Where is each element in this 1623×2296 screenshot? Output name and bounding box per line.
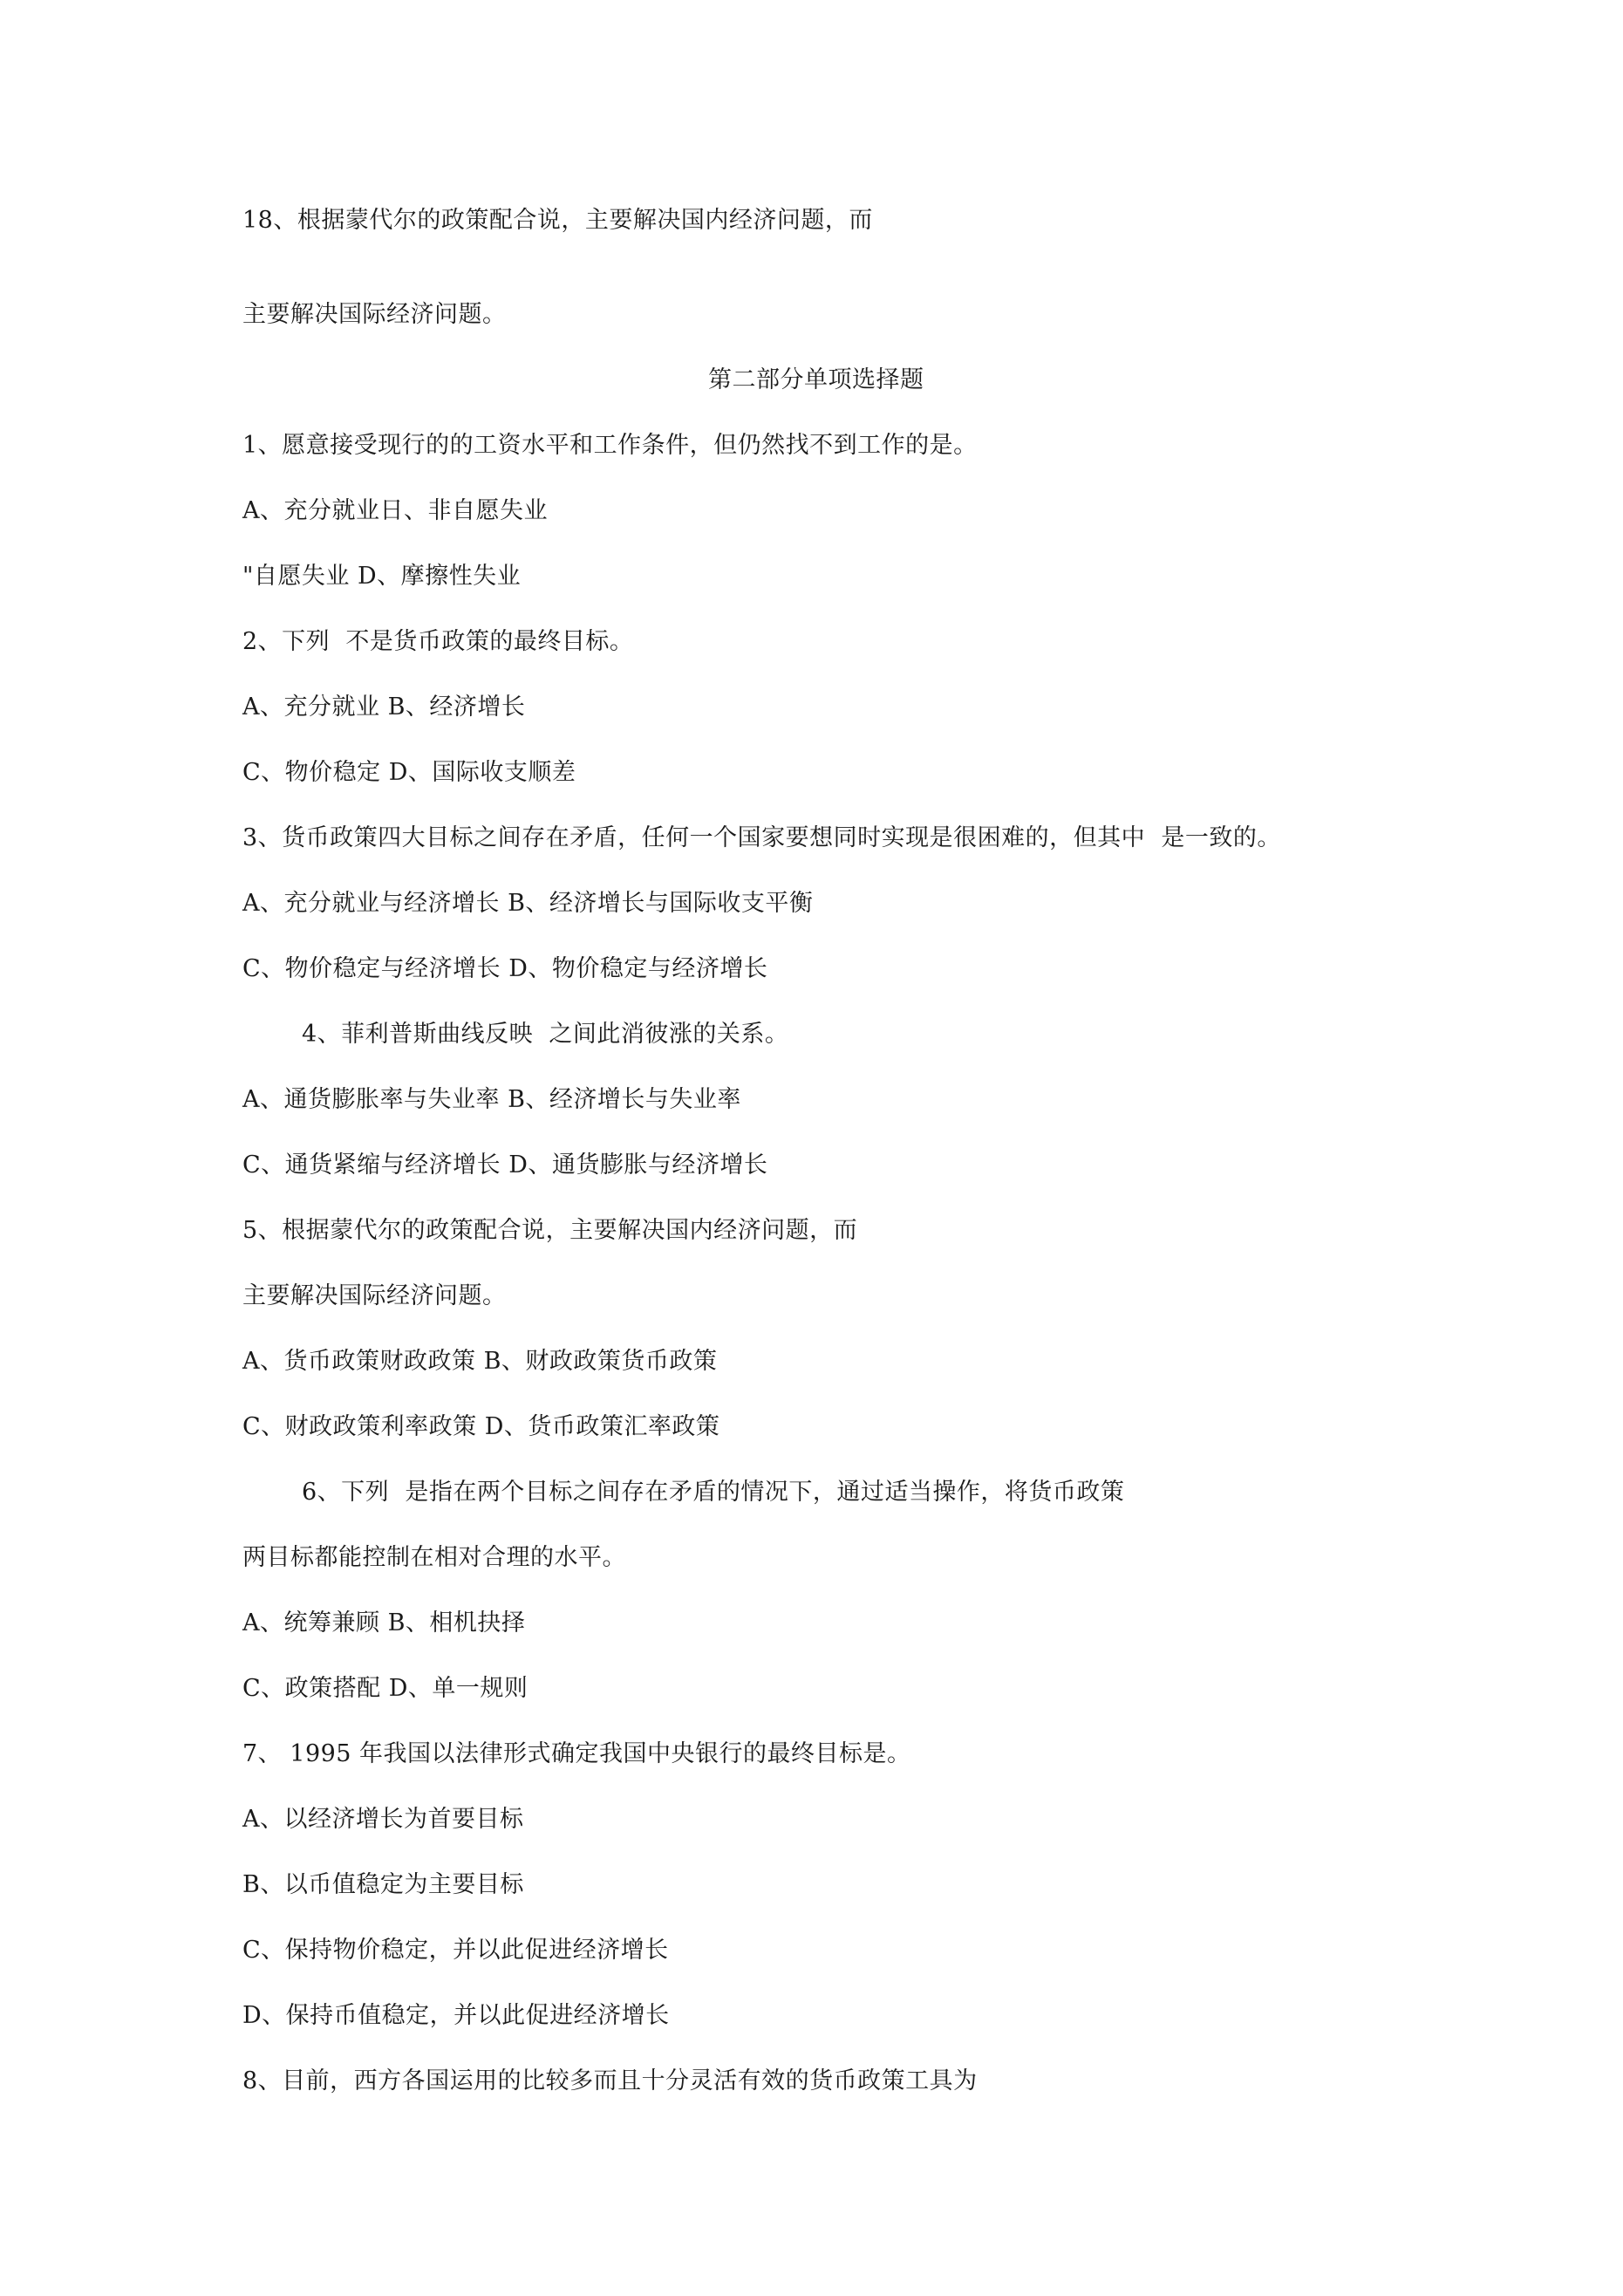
question-18-continuation: 主要解决国际经济问题。 [242,301,507,328]
question-2-options-cd: C、物价稳定 D、国际收支顺差 [242,759,576,786]
question-6-options-cd: C、政策搭配 D、单一规则 [242,1675,528,1702]
question-7-option-d: D、保持币值稳定，并以此促进经济增长 [242,2002,670,2029]
question-7-text: 7、 1995 年我国以法律形式确定我国中央银行的最终目标是。 [242,1740,911,1767]
question-7-option-b: B、以币值稳定为主要目标 [242,1871,524,1898]
question-6-text: 6、下列 是指在两个目标之间存在矛盾的情况下，通过适当操作，将货币政策 [302,1479,1125,1506]
question-5-text: 5、根据蒙代尔的政策配合说，主要解决国内经济问题，而 [242,1217,858,1244]
question-3-options-ab: A、充分就业与经济增长 B、经济增长与国际收支平衡 [242,890,814,917]
question-8-text: 8、目前，西方各国运用的比较多而且十分灵活有效的货币政策工具为 [242,2067,978,2094]
question-18-text: 18、根据蒙代尔的政策配合说，主要解决国内经济问题，而 [242,207,873,234]
question-4-options-ab: A、通货膨胀率与失业率 B、经济增长与失业率 [242,1086,741,1113]
question-5-options-ab: A、货币政策财政政策 B、财政政策货币政策 [242,1348,718,1375]
question-6-continuation: 两目标都能控制在相对合理的水平。 [242,1544,626,1571]
question-5-options-cd: C、财政政策利率政策 D、货币政策汇率政策 [242,1413,720,1440]
question-7-option-c: C、保持物价稳定，并以此促进经济增长 [242,1937,669,1964]
question-2-options-ab: A、充分就业 B、经济增长 [242,694,526,721]
question-4-options-cd: C、通货紧缩与经济增长 D、通货膨胀与经济增长 [242,1151,768,1179]
question-3-text: 3、货币政策四大目标之间存在矛盾，任何一个国家要想同时实现是很困难的，但其中 是一致的。 [242,824,1281,851]
question-2-text: 2、下列 不是货币政策的最终目标。 [242,628,634,655]
question-7-option-a: A、以经济增长为首要目标 [242,1806,524,1833]
question-4-text: 4、菲利普斯曲线反映 之间此消彼涨的关系。 [302,1021,789,1048]
question-6-options-ab: A、统筹兼顾 B、相机抉择 [242,1609,526,1637]
section-heading: 第二部分单项选择题 [708,366,924,393]
question-3-options-cd: C、物价稳定与经济增长 D、物价稳定与经济增长 [242,955,768,982]
question-1-text: 1、愿意接受现行的的工资水平和工作条件，但仍然找不到工作的是。 [242,432,978,459]
question-1-options-ab: A、充分就业日、非自愿失业 [242,497,548,524]
question-1-options-cd: "自愿失业 D、摩擦性失业 [242,563,522,590]
question-5-continuation: 主要解决国际经济问题。 [242,1282,507,1309]
